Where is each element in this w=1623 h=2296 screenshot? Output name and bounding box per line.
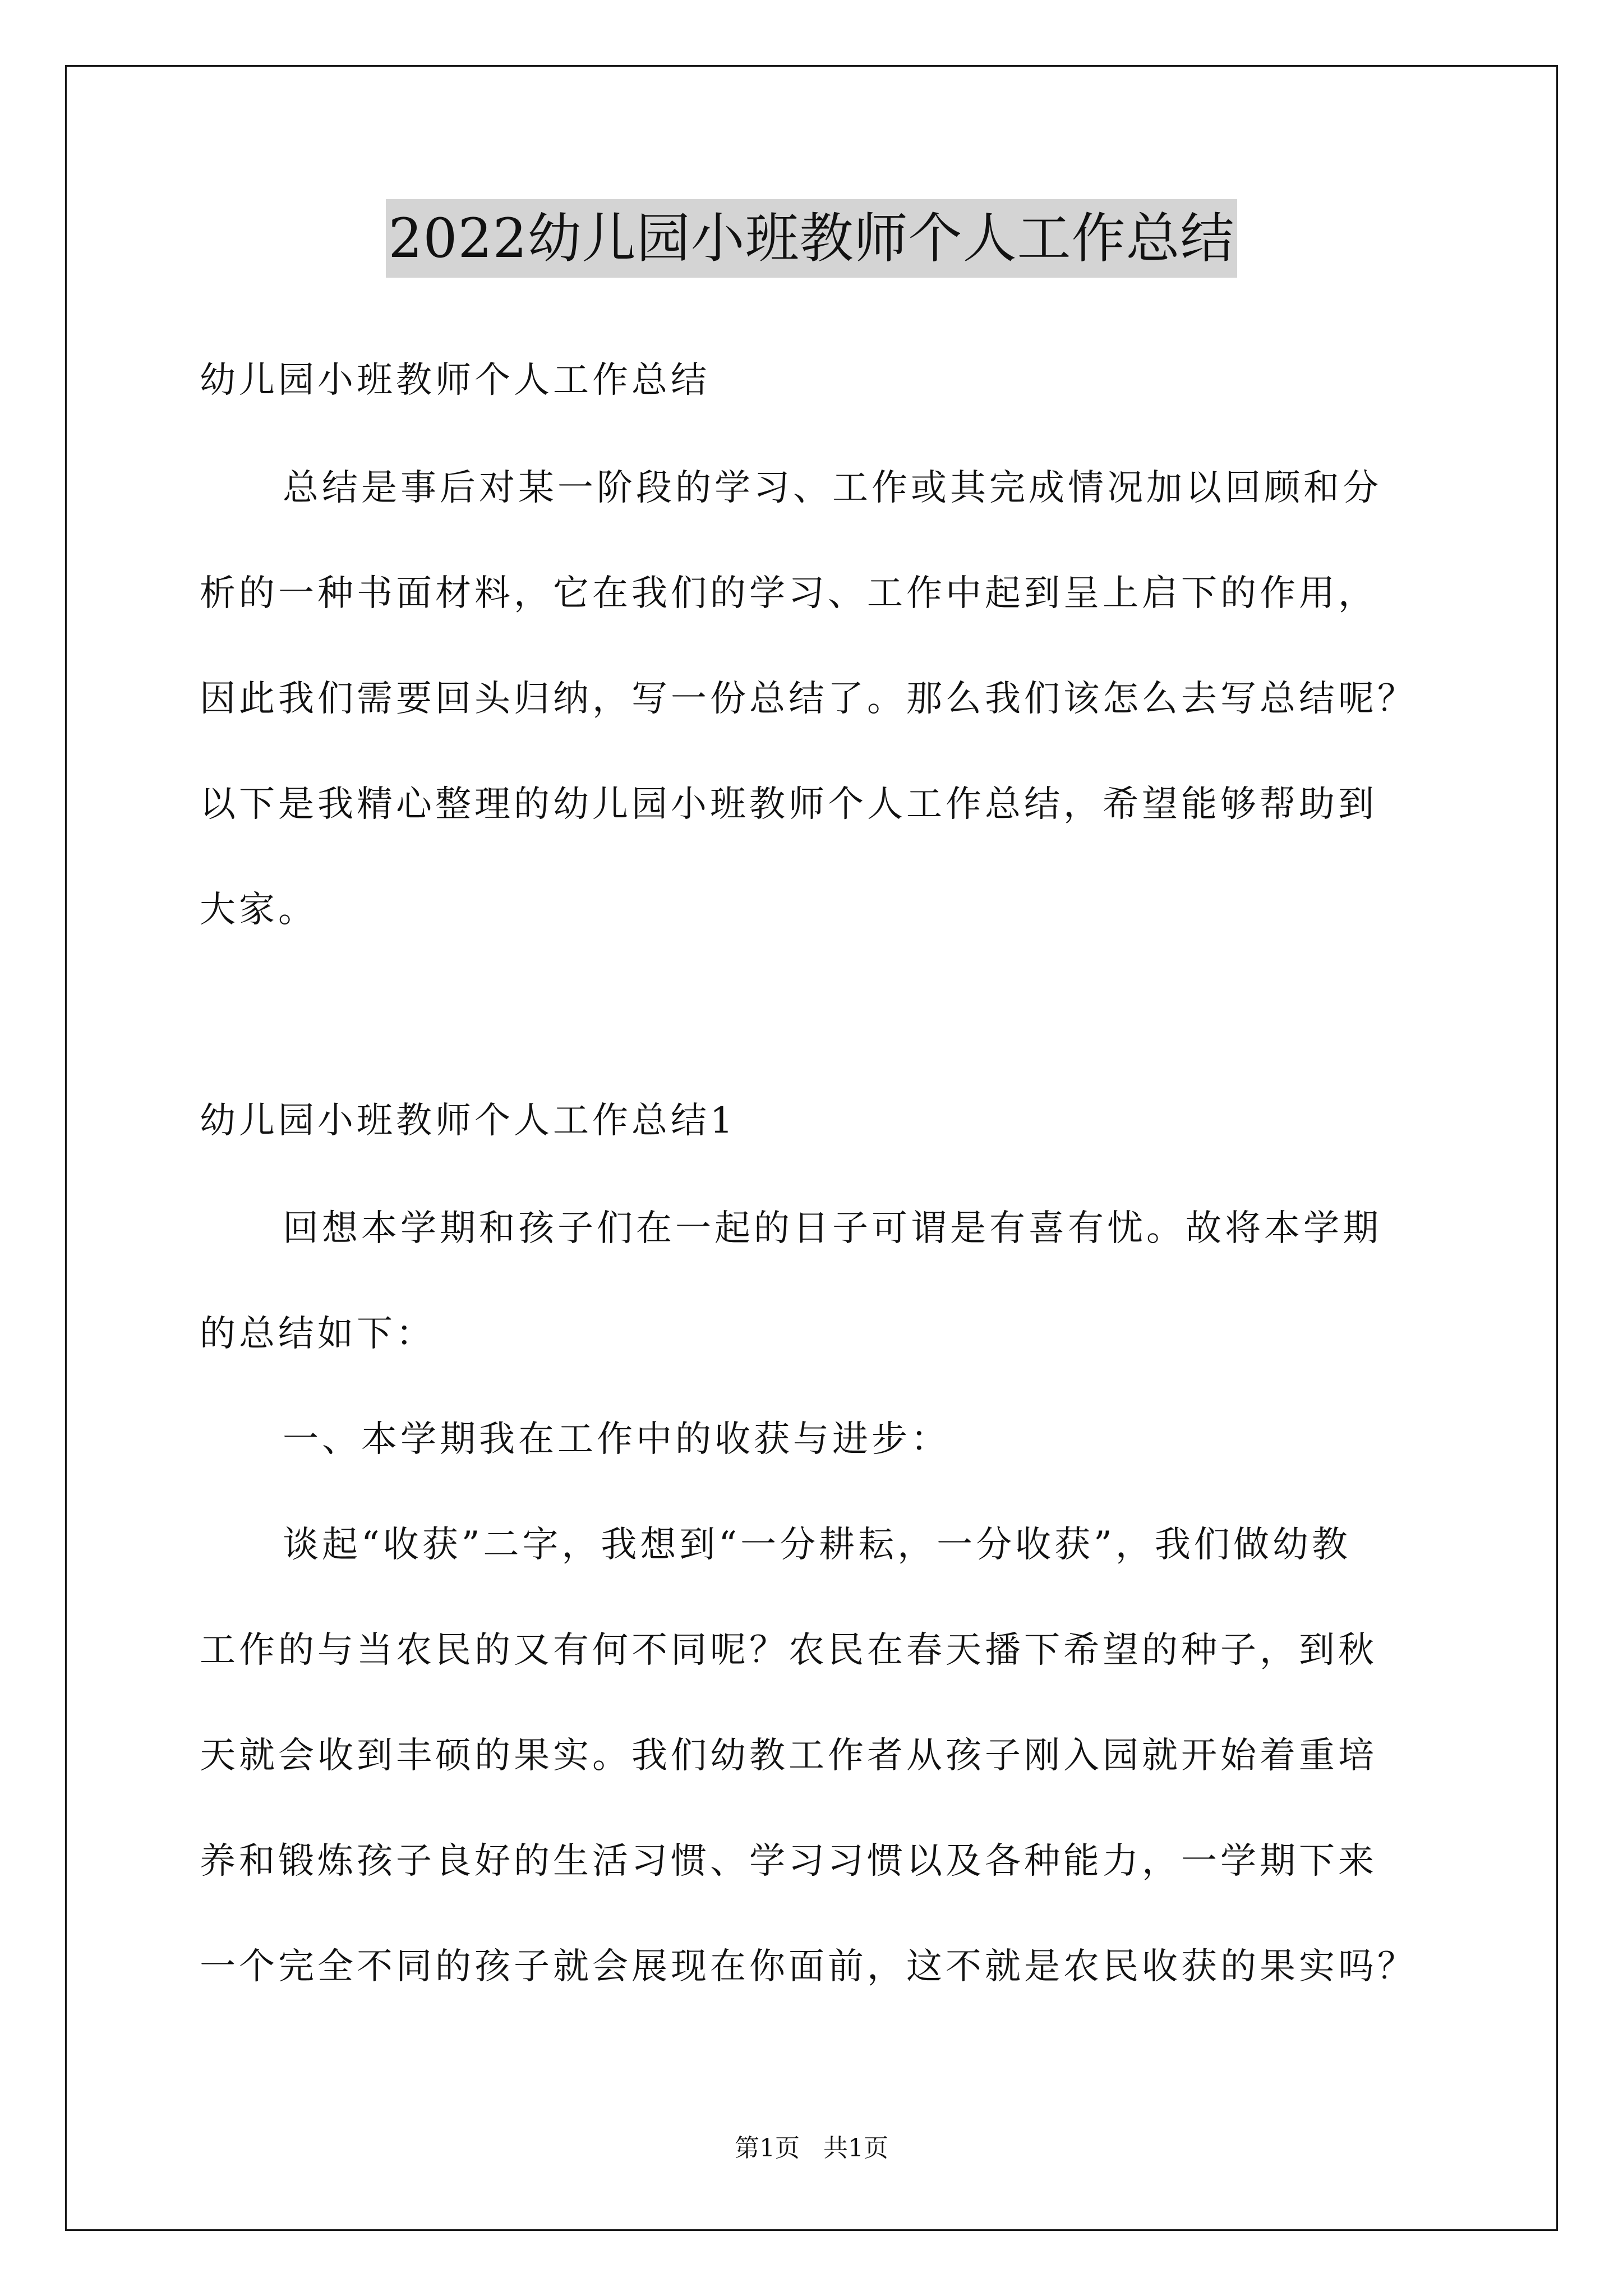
document-title: 2022幼儿园小班教师个人工作总结 (386, 199, 1237, 278)
paragraph-line: 总结是事后对某一阶段的学习、工作或其完成情况加以回顾和分 (283, 467, 1382, 509)
paragraph-line: 一个完全不同的孩子就会展现在你面前，这不就是农民收获的果实吗？ (200, 1946, 1417, 1987)
section-heading: 幼儿园小班教师个人工作总结1 (200, 1100, 736, 1142)
paragraph-line: 大家。 (200, 889, 317, 931)
paragraph-line: 的总结如下： (200, 1313, 435, 1355)
page-number: 第1页 (735, 2134, 800, 2162)
numbered-heading: 一、本学期我在工作中的收获与进步： (283, 1419, 950, 1460)
paragraph-line: 谈起“收获”二字，我想到“一分耕耘，一分收获”，我们做幼教 (283, 1524, 1351, 1566)
paragraph-line: 以下是我精心整理的幼儿园小班教师个人工作总结，希望能够帮助到 (200, 784, 1377, 825)
paragraph-line: 因此我们需要回头归纳，写一份总结了。那么我们该怎么去写总结呢？ (200, 678, 1417, 720)
paragraph-line: 天就会收到丰硕的果实。我们幼教工作者从孩子刚入园就开始着重培 (200, 1735, 1377, 1777)
title-container (0, 199, 1623, 278)
page-footer (0, 2132, 1623, 2165)
page-total: 共1页 (823, 2134, 888, 2162)
subtitle-line: 幼儿园小班教师个人工作总结 (200, 360, 710, 401)
paragraph-line: 工作的与当农民的又有何不同呢？农民在春天播下希望的种子，到秋 (200, 1630, 1377, 1671)
paragraph-line: 回想本学期和孩子们在一起的日子可谓是有喜有忧。故将本学期 (283, 1208, 1382, 1249)
paragraph-line: 析的一种书面材料，它在我们的学习、工作中起到呈上启下的作用， (200, 573, 1377, 614)
paragraph-line: 养和锻炼孩子良好的生活习惯、学习习惯以及各种能力，一学期下来 (200, 1841, 1377, 1882)
